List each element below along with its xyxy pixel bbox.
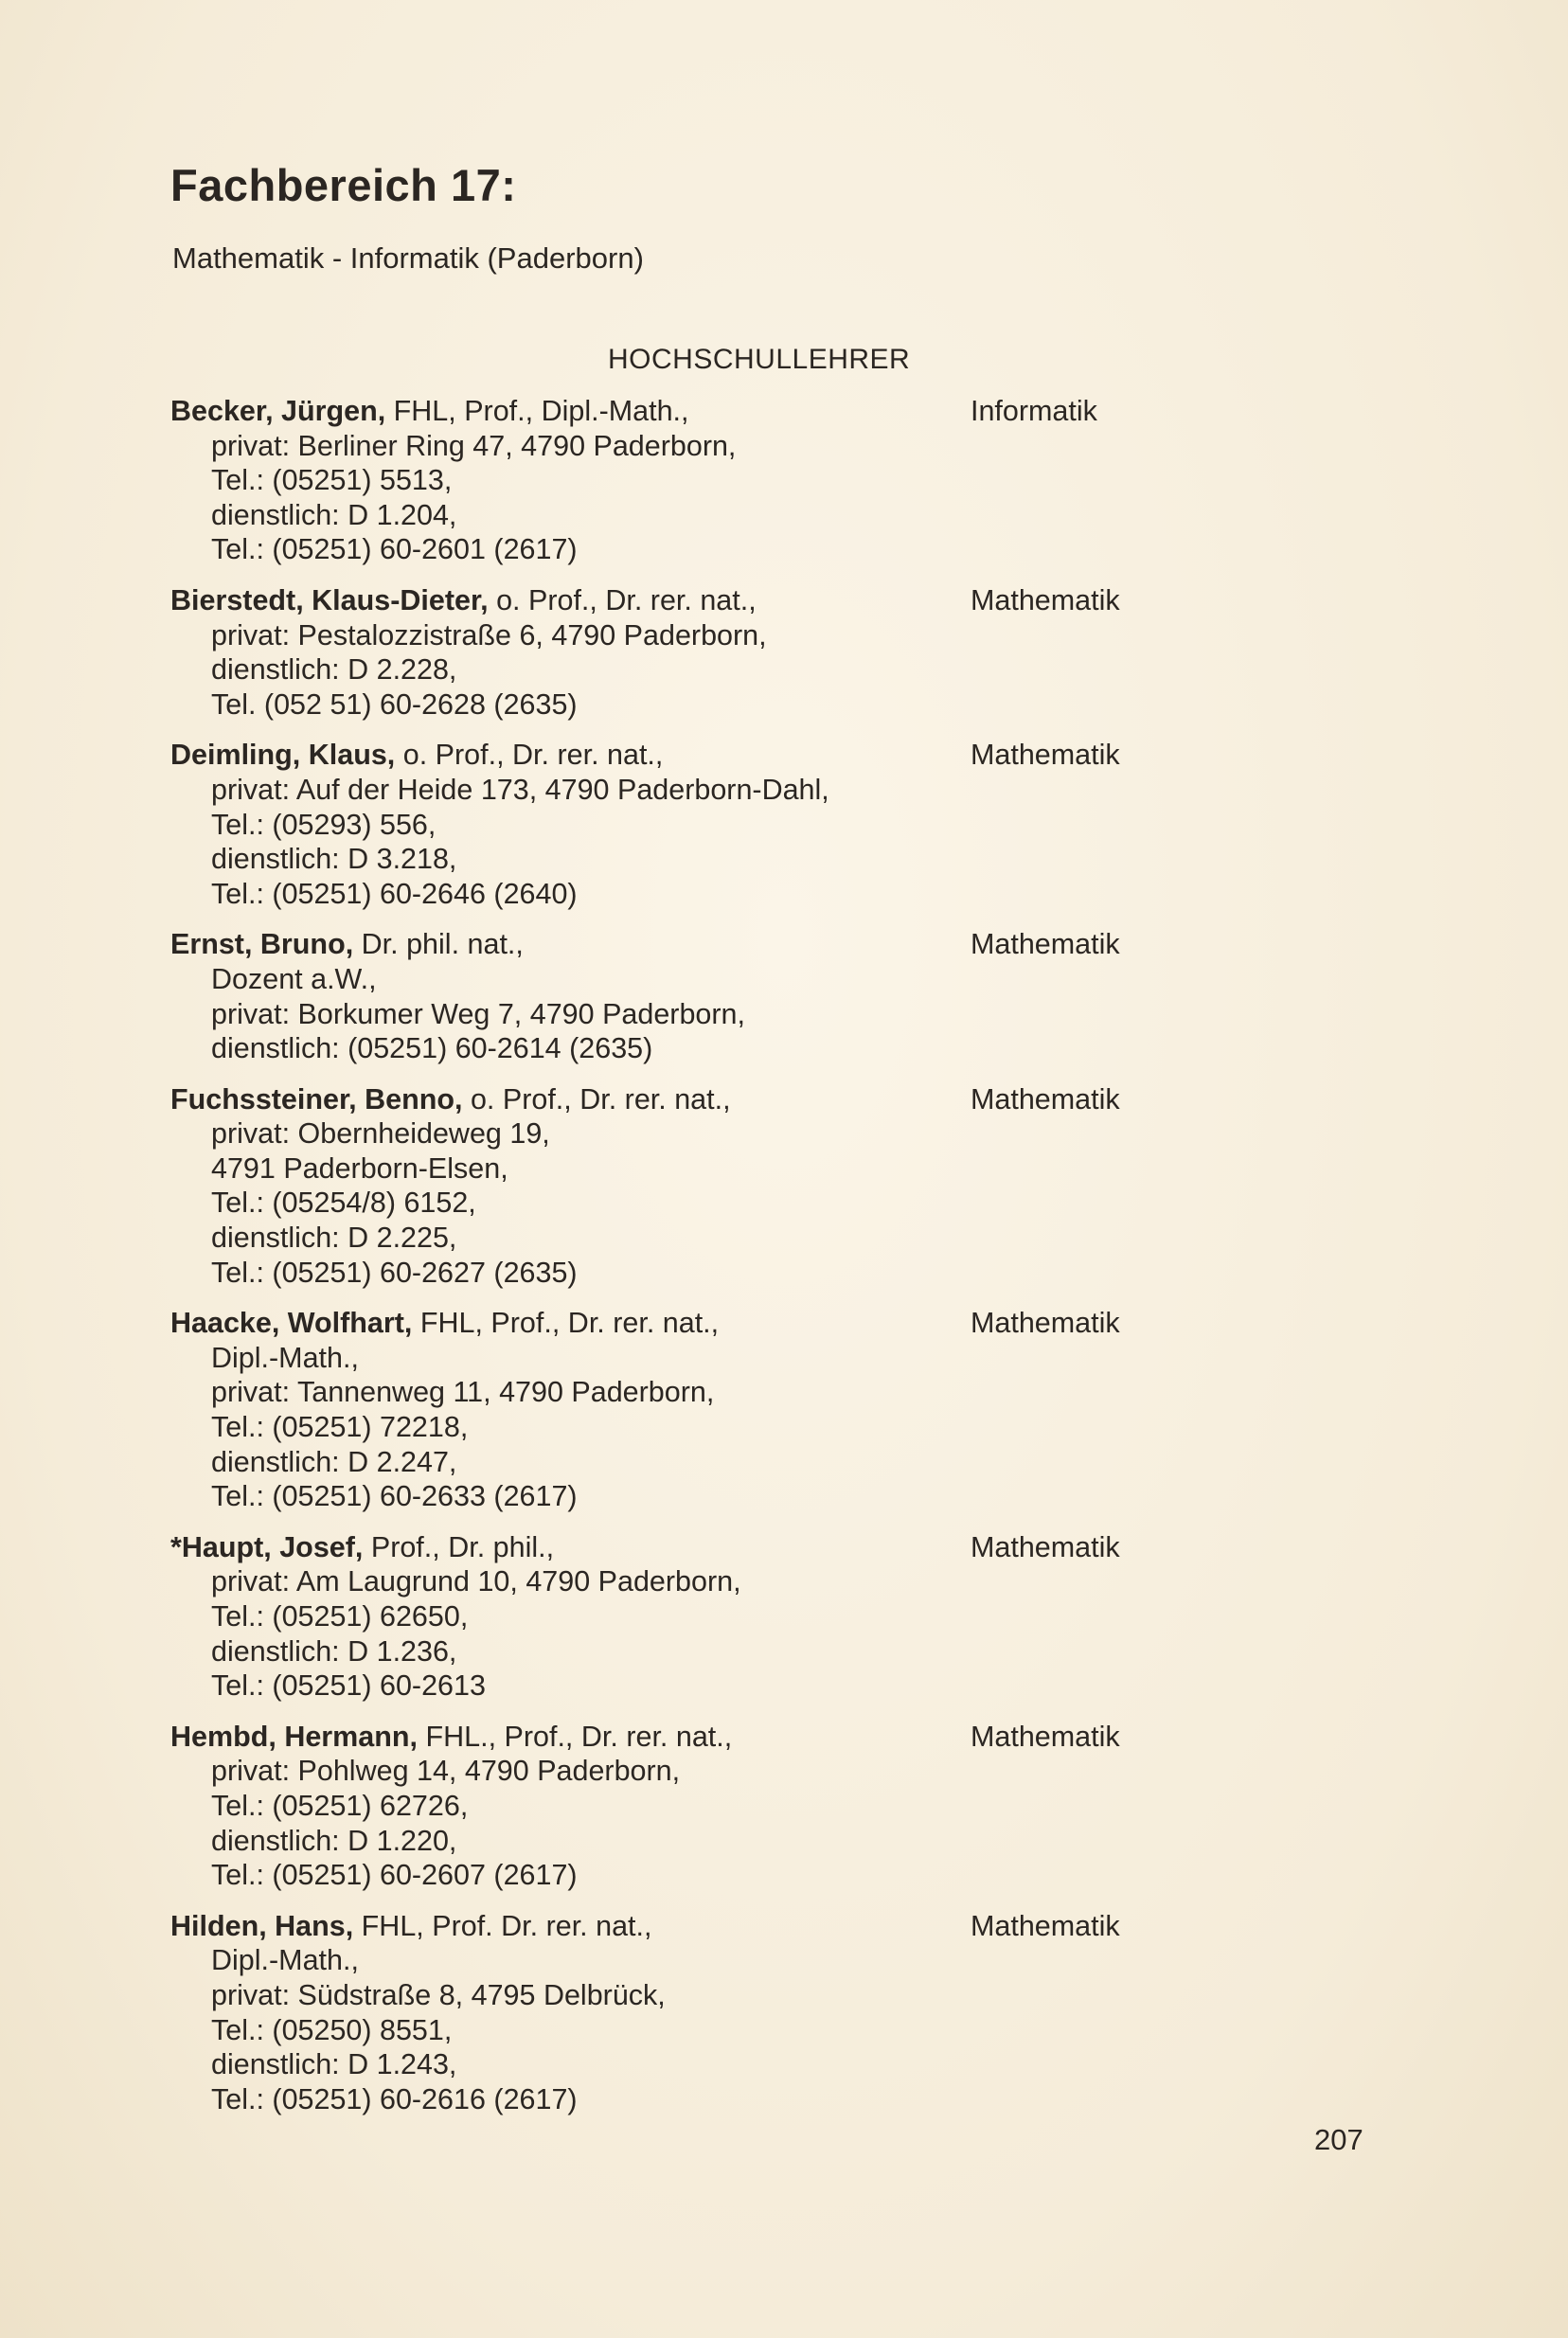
entry-title: Prof., Dr. phil., xyxy=(363,1530,555,1563)
entry-detail-line: Tel.: (05251) 60-2616 (2617) xyxy=(211,2082,578,2115)
entry-title: FHL., Prof., Dr. rer. nat., xyxy=(418,1720,733,1753)
entry-detail-line: Dozent a.W., xyxy=(211,962,377,995)
page-subheading: Mathematik - Informatik (Paderborn) xyxy=(172,241,644,275)
entry-subject: Mathematik xyxy=(971,1720,1120,1753)
entry-name-line xyxy=(170,1909,1439,1944)
staff-entry xyxy=(170,1306,1439,1514)
entry-detail-line: Dipl.-Math., xyxy=(211,1944,359,1977)
entry-detail-line: Dipl.-Math., xyxy=(211,1341,359,1374)
entry-name: Ernst, Bruno, xyxy=(170,928,354,961)
entry-name-line xyxy=(170,738,1439,773)
entry-subject: Mathematik xyxy=(971,1530,1120,1563)
entry-name: Hembd, Hermann, xyxy=(170,1720,418,1753)
entry-detail-line: Tel.: (05251) 60-2613 xyxy=(211,1669,486,1703)
entry-subject: Mathematik xyxy=(971,1909,1120,1942)
entry-detail-line: Tel.: (05254/8) 6152, xyxy=(211,1187,476,1220)
staff-entry xyxy=(170,583,1439,722)
entry-name: Deimling, Klaus, xyxy=(170,739,396,772)
entry-detail-line: privat: Südstraße 8, 4795 Delbrück, xyxy=(211,1978,666,2011)
entry-subject: Mathematik xyxy=(971,1082,1120,1115)
entry-subject: Informatik xyxy=(971,395,1097,427)
entry-detail-line: 4791 Paderborn-Elsen, xyxy=(211,1151,508,1185)
entry-detail-line: dienstlich: D 1.243, xyxy=(211,2048,457,2081)
staff-entry xyxy=(170,1720,1439,1893)
entry-detail-line: dienstlich: D 2.247, xyxy=(211,1445,457,1478)
staff-list xyxy=(170,394,1439,2133)
staff-entry xyxy=(170,394,1439,567)
entry-detail-line: dienstlich: D 1.204, xyxy=(211,498,457,531)
entry-title: o. Prof., Dr. rer. nat., xyxy=(462,1082,731,1115)
entry-detail-line: Tel.: (05251) 62650, xyxy=(211,1600,469,1633)
staff-entry xyxy=(170,1909,1439,2117)
entry-name-line xyxy=(170,583,1439,618)
staff-entry xyxy=(170,1530,1439,1704)
entry-name-line xyxy=(170,1720,1439,1755)
page-number: 207 xyxy=(1314,2123,1363,2156)
page-heading: Fachbereich 17: xyxy=(170,160,517,210)
entry-name: Bierstedt, Klaus-Dieter, xyxy=(170,583,489,616)
entry-name-line xyxy=(170,927,1439,962)
entry-subject: Mathematik xyxy=(971,928,1120,961)
entry-detail-line: privat: Tannenweg 11, 4790 Paderborn, xyxy=(211,1376,715,1409)
entry-detail-line: privat: Pestalozzistraße 6, 4790 Paderborn, xyxy=(211,618,767,651)
entry-detail-line: dienstlich: (05251) 60-2614 (2635) xyxy=(211,1032,653,1065)
entry-detail-line: privat: Berliner Ring 47, 4790 Paderborn, xyxy=(211,429,737,462)
entry-detail-line: privat: Borkumer Weg 7, 4790 Paderborn, xyxy=(211,997,745,1030)
entry-detail-line: Tel.: (05251) 5513, xyxy=(211,464,453,497)
entry-title: FHL, Prof., Dr. rer. nat., xyxy=(412,1307,720,1340)
entry-detail-line: Tel.: (05251) 60-2601 (2617) xyxy=(211,533,578,566)
entry-subject: Mathematik xyxy=(971,739,1120,772)
entry-detail-line: Tel. (052 51) 60-2628 (2635) xyxy=(211,687,578,721)
entry-detail-line: Tel.: (05251) 60-2646 (2640) xyxy=(211,877,578,910)
entry-detail-line: privat: Obernheideweg 19, xyxy=(211,1117,550,1151)
entry-name-line xyxy=(170,394,1439,429)
section-title: HOCHSCHULLEHRER xyxy=(608,344,911,375)
entry-detail-line: Tel.: (05251) 60-2607 (2617) xyxy=(211,1859,578,1892)
entry-title: FHL, Prof. Dr. rer. nat., xyxy=(353,1909,652,1942)
entry-detail-line: privat: Am Laugrund 10, 4790 Paderborn, xyxy=(211,1565,741,1598)
staff-entry xyxy=(170,1082,1439,1291)
staff-entry xyxy=(170,927,1439,1065)
entry-title: Dr. phil. nat., xyxy=(353,928,524,961)
entry-detail-line: dienstlich: D 1.236, xyxy=(211,1634,457,1668)
entry-name-line xyxy=(170,1306,1439,1341)
entry-name: Becker, Jürgen, xyxy=(170,395,386,427)
entry-detail-line: privat: Auf der Heide 173, 4790 Paderborn-Dahl, xyxy=(211,773,829,806)
entry-detail-line: privat: Pohlweg 14, 4790 Paderborn, xyxy=(211,1755,681,1788)
entry-detail-line: dienstlich: D 1.220, xyxy=(211,1824,457,1857)
entry-title: o. Prof., Dr. rer. nat., xyxy=(395,739,664,772)
entry-detail-line: dienstlich: D 2.228, xyxy=(211,653,457,687)
entry-detail-line: dienstlich: D 3.218, xyxy=(211,843,457,876)
entry-name-line xyxy=(170,1082,1439,1117)
entry-detail-line: dienstlich: D 2.225, xyxy=(211,1222,457,1255)
entry-subject: Mathematik xyxy=(971,583,1120,616)
entry-detail-line: Tel.: (05251) 72218, xyxy=(211,1411,469,1444)
entry-detail-line: Tel.: (05250) 8551, xyxy=(211,2013,453,2046)
entry-name: Hilden, Hans, xyxy=(170,1909,354,1942)
entry-detail-line: Tel.: (05251) 60-2627 (2635) xyxy=(211,1256,578,1289)
entry-title: o. Prof., Dr. rer. nat., xyxy=(488,583,757,616)
entry-name: Haacke, Wolfhart, xyxy=(170,1307,413,1340)
entry-name-line xyxy=(170,1530,1439,1565)
staff-entry xyxy=(170,738,1439,911)
entry-detail-line: Tel.: (05293) 556, xyxy=(211,808,437,841)
entry-name: *Haupt, Josef, xyxy=(170,1530,364,1563)
entry-detail-line: Tel.: (05251) 62726, xyxy=(211,1789,469,1822)
entry-detail-line: Tel.: (05251) 60-2633 (2617) xyxy=(211,1480,578,1513)
entry-name: Fuchssteiner, Benno, xyxy=(170,1082,463,1115)
entry-title: FHL, Prof., Dipl.-Math., xyxy=(385,395,689,427)
entry-subject: Mathematik xyxy=(971,1307,1120,1340)
